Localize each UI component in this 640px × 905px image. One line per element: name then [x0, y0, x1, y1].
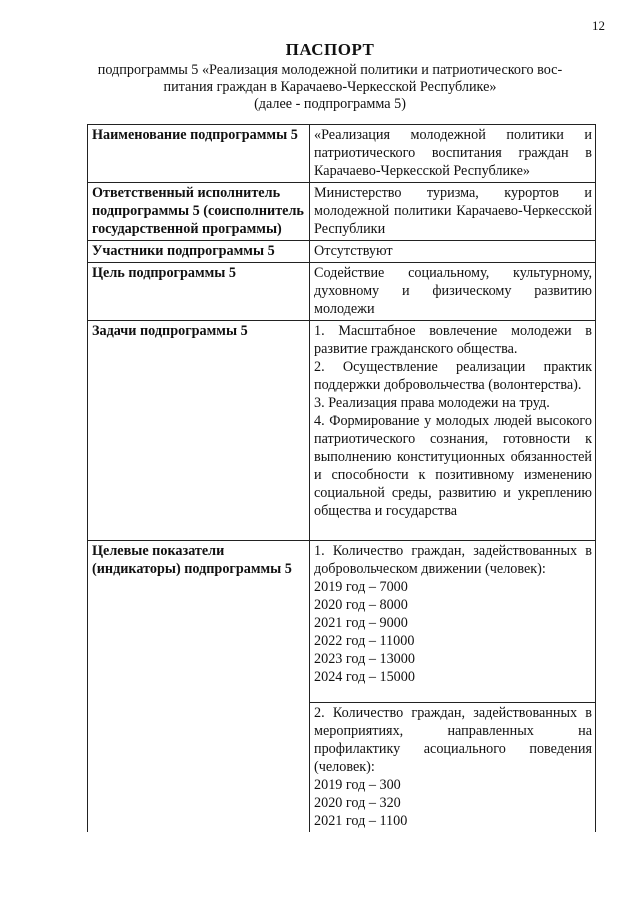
row-label: Целевые показатели (индикаторы) подпрограммы 5 — [88, 541, 310, 833]
row-label: Задачи подпрограммы 5 — [88, 321, 310, 541]
subtitle-line-1: подпрограммы 5 «Реализация молодежной политики и патриотического вос- — [97, 62, 563, 78]
row-label: Наименование подпрограммы 5 — [88, 125, 310, 183]
subtitle-line-2: питания граждан в Карачаево-Черкесской Республике» — [163, 79, 497, 95]
row-label: Ответственный исполнитель подпрограммы 5 (соисполнитель государственной программы) — [88, 183, 310, 241]
row-label: Цель подпрограммы 5 — [88, 263, 310, 321]
subtitle-line-3: (далее - подпрограмма 5) — [254, 96, 406, 112]
spacer — [314, 520, 592, 538]
task-item: 3. Реализация права молодежи на труд. — [314, 395, 550, 411]
row-value: «Реализация молодежной политики и патриотического воспитания граждан в Карачаево-Черкесской Республике» — [310, 125, 596, 183]
task-item: 1. Масштабное вовлечение молодежи в развитие гражданского общества. — [314, 323, 592, 357]
indicator-year-value: 2019 год – 300 — [314, 777, 401, 793]
table-row — [88, 321, 596, 541]
indicator-year-value: 2022 год – 11000 — [314, 633, 415, 649]
table-row — [88, 183, 596, 241]
indicator-year-value: 2019 год – 7000 — [314, 579, 408, 595]
indicator-year-value: 2024 год – 15000 — [314, 669, 415, 685]
indicator-year-value: 2021 год – 1100 — [314, 813, 408, 829]
passport-table — [87, 124, 596, 832]
spacer — [314, 686, 592, 700]
indicator-year-value: 2021 год – 9000 — [314, 615, 408, 631]
tasks-list — [310, 321, 596, 541]
table-row — [88, 541, 596, 703]
indicator-block — [310, 703, 596, 833]
row-label: Участники подпрограммы 5 — [88, 241, 310, 263]
indicator-text: 2. Количество граждан, задействованных в мероприятиях, направленных на профилактику асоциального поведения (человек): — [314, 705, 592, 775]
document-header — [70, 40, 590, 113]
indicator-text: 1. Количество граждан, задействованных в добровольческом движении (человек): — [314, 543, 592, 577]
task-item: 2. Осуществление реализации практик поддержки добровольчества (волонтерства). — [314, 359, 592, 393]
row-value: Министерство туризма, курортов и молодежной политики Карачаево-Черкесской Республики — [310, 183, 596, 241]
table-row — [88, 241, 596, 263]
indicator-year-value: 2020 год – 8000 — [314, 597, 408, 613]
page-number: 12 — [592, 18, 605, 33]
row-value: Отсутствуют — [310, 241, 596, 263]
page-title: ПАСПОРТ — [285, 40, 375, 59]
row-value: Содействие социальному, культурному, духовному и физическому развитию молодежи — [310, 263, 596, 321]
table-row — [88, 125, 596, 183]
indicator-year-value: 2020 год – 320 — [314, 795, 401, 811]
indicator-year-value: 2023 год – 13000 — [314, 651, 415, 667]
table-row — [88, 263, 596, 321]
task-item: 4. Формирование у молодых людей высокого патриотического сознания, готовности к выполнению конституционных обязанностей и способности к позитивному изменению социальной среды, развитию и укреплению общества и государства — [314, 413, 592, 519]
indicator-block — [310, 541, 596, 703]
